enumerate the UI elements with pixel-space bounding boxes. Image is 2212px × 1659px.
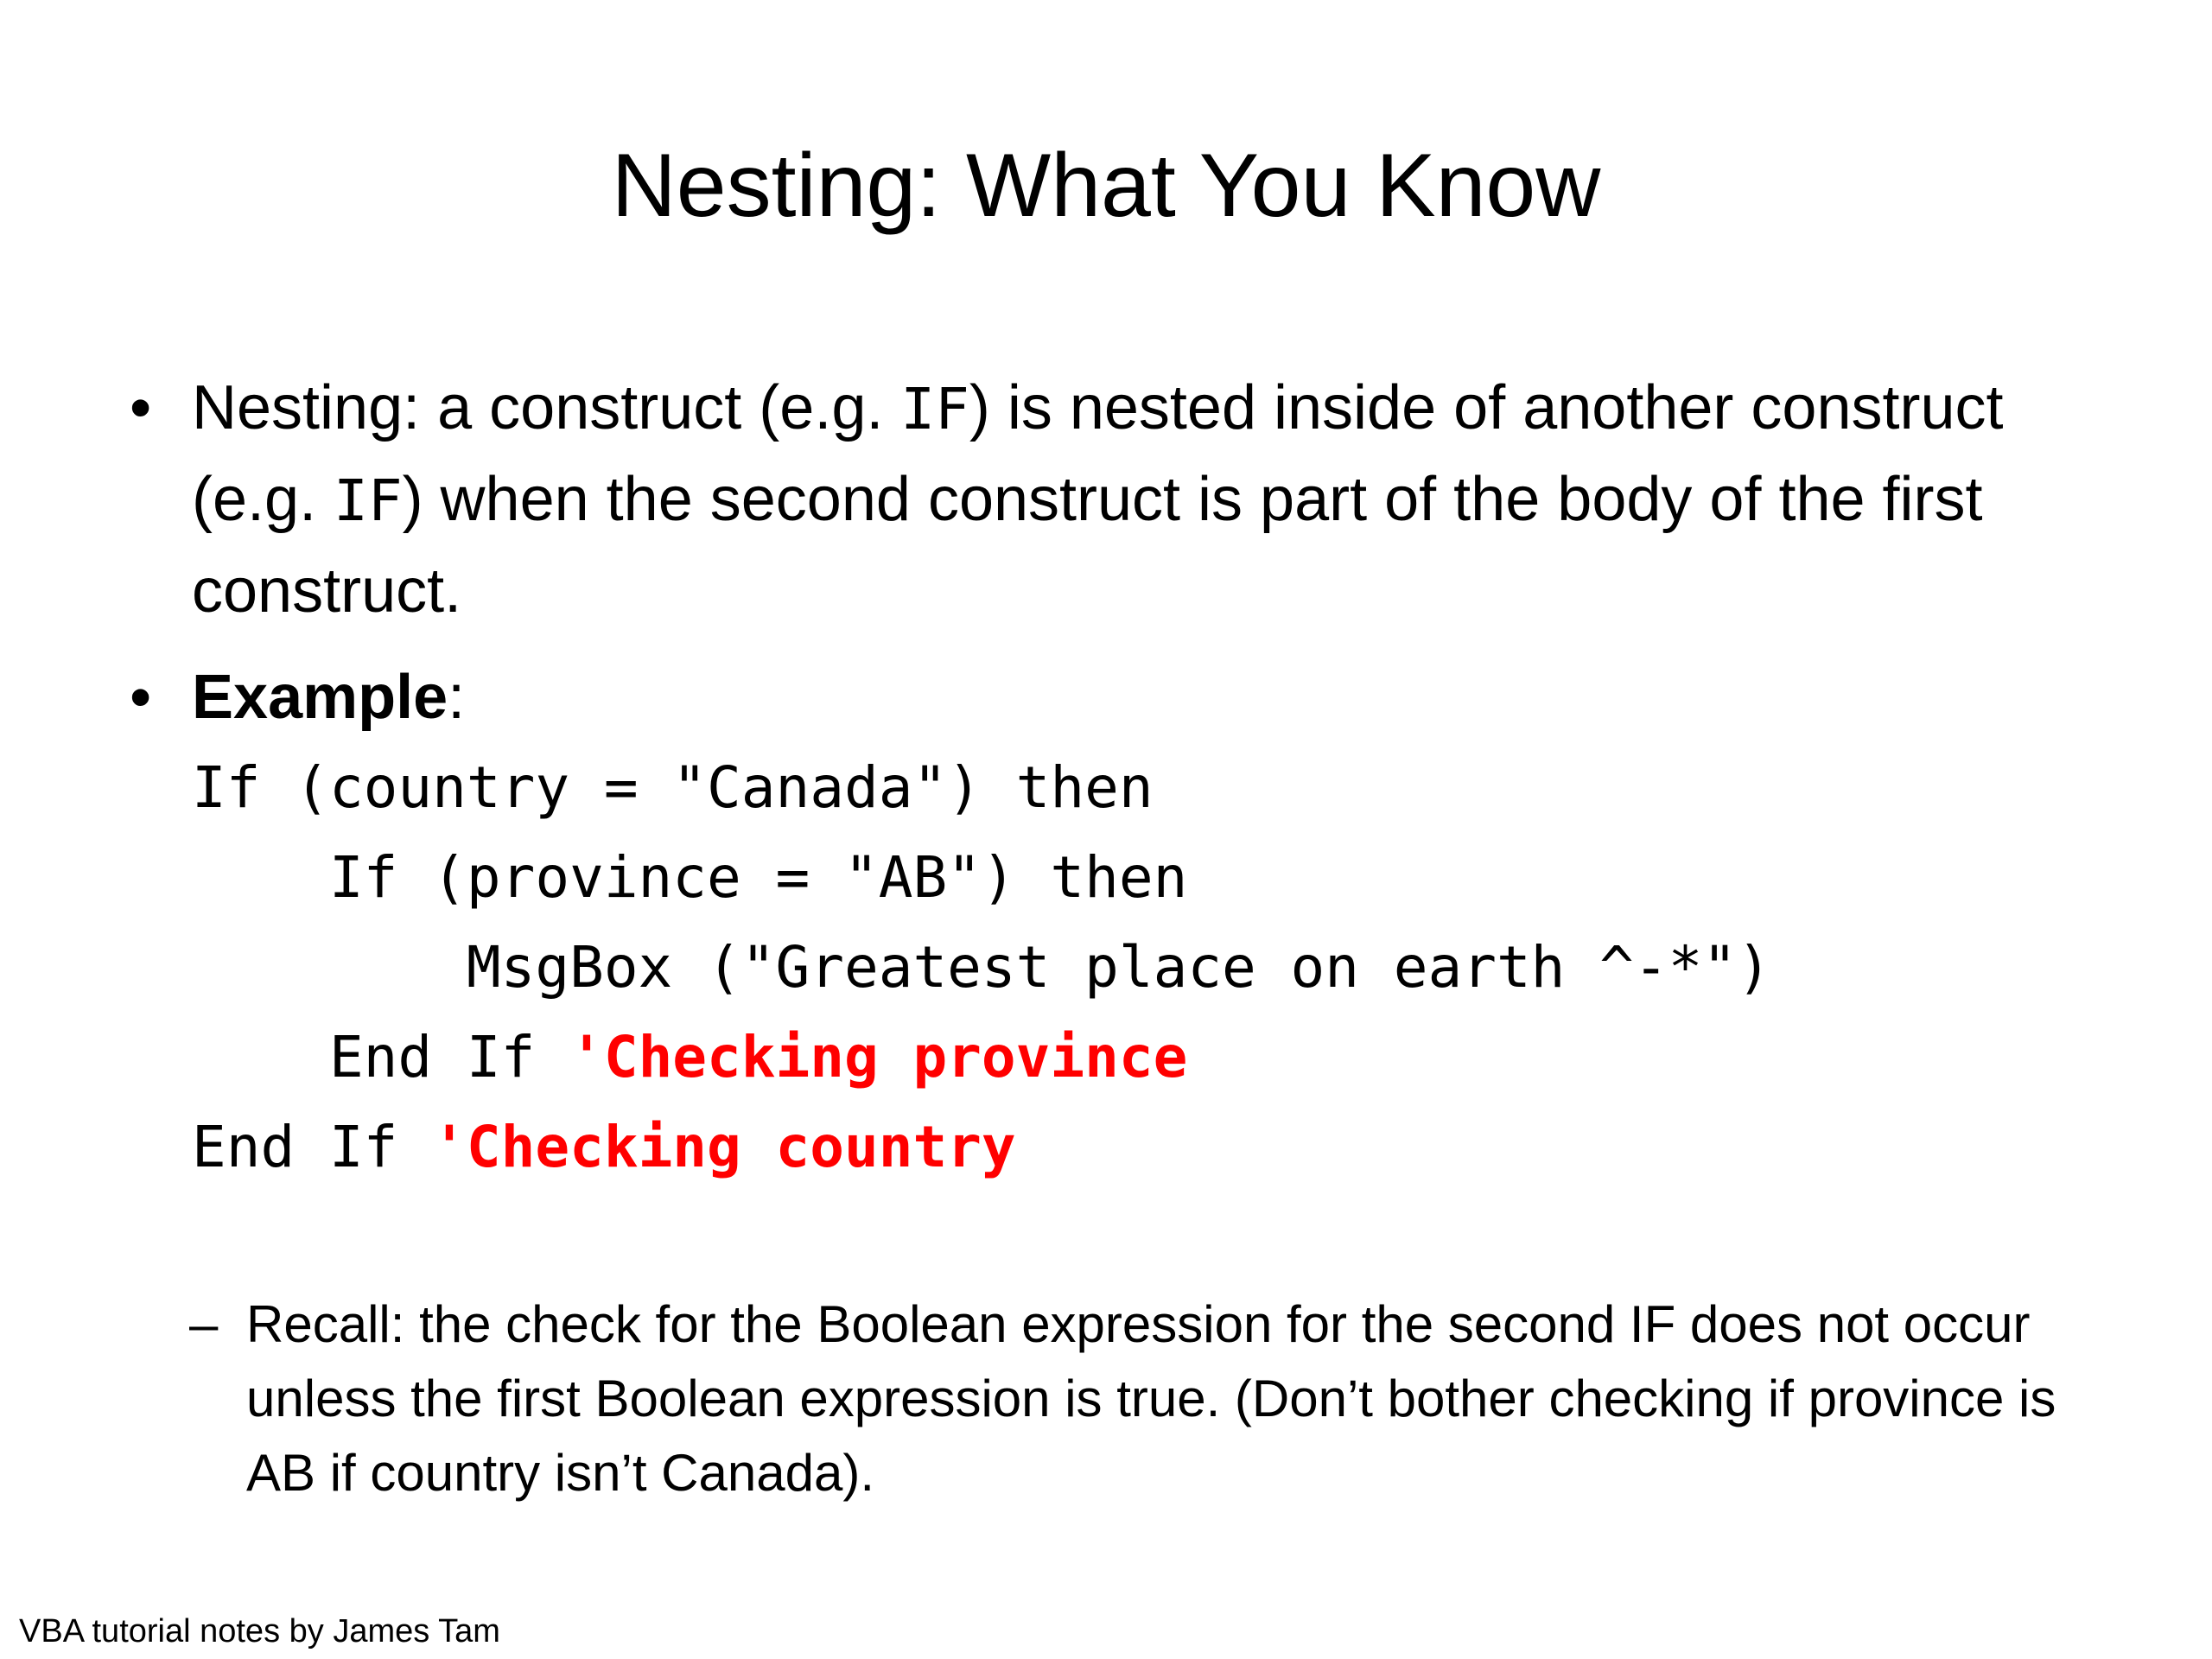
bullet-marker: •: [130, 663, 152, 732]
footer-credit: VBA tutorial notes by James Tam: [19, 1613, 500, 1649]
bullet-text-part-a: Nesting: a construct (e.g.: [192, 373, 901, 442]
code-line: [192, 833, 1187, 923]
code-line: [192, 743, 1154, 833]
code-line: [192, 1103, 1016, 1192]
code-text: End If: [192, 1024, 570, 1090]
sub-bullet-recall: [189, 1287, 2095, 1510]
code-comment: 'Checking country: [432, 1114, 1016, 1180]
sub-bullet-text: Recall: the check for the Boolean expression for the second IF does not occur unless the first Boolean expression is true. (Don’t bother checking if province is AB if country isn’t Canada).: [246, 1295, 2056, 1502]
code-text: MsgBox ("Greatest place on earth ^-*"): [192, 934, 1771, 1001]
inline-code-if: IF: [334, 467, 403, 534]
code-text: If (country = "Canada") then: [192, 754, 1154, 821]
code-text: If (province = "AB") then: [192, 844, 1188, 911]
bullet-text-part-b: ) is nested inside of another construct (e.g.: [192, 373, 2004, 534]
bullet-marker: •: [130, 373, 152, 442]
code-text: End If: [192, 1114, 433, 1180]
example-label: Example: [192, 663, 448, 732]
bullet-text-part-c: ) when the second construct is part of the body of the first construct.: [192, 465, 1983, 626]
code-comment: 'Checking province: [569, 1024, 1188, 1090]
inline-code-if: IF: [900, 376, 969, 442]
code-line: [192, 1013, 1187, 1103]
slide-title: Nesting: What You Know: [611, 136, 1601, 236]
code-line: [192, 923, 1771, 1013]
bullet-nesting-definition: [130, 363, 2041, 636]
bullet-example: [130, 652, 2041, 742]
example-colon: :: [448, 663, 466, 732]
sub-bullet-marker: –: [189, 1295, 219, 1353]
